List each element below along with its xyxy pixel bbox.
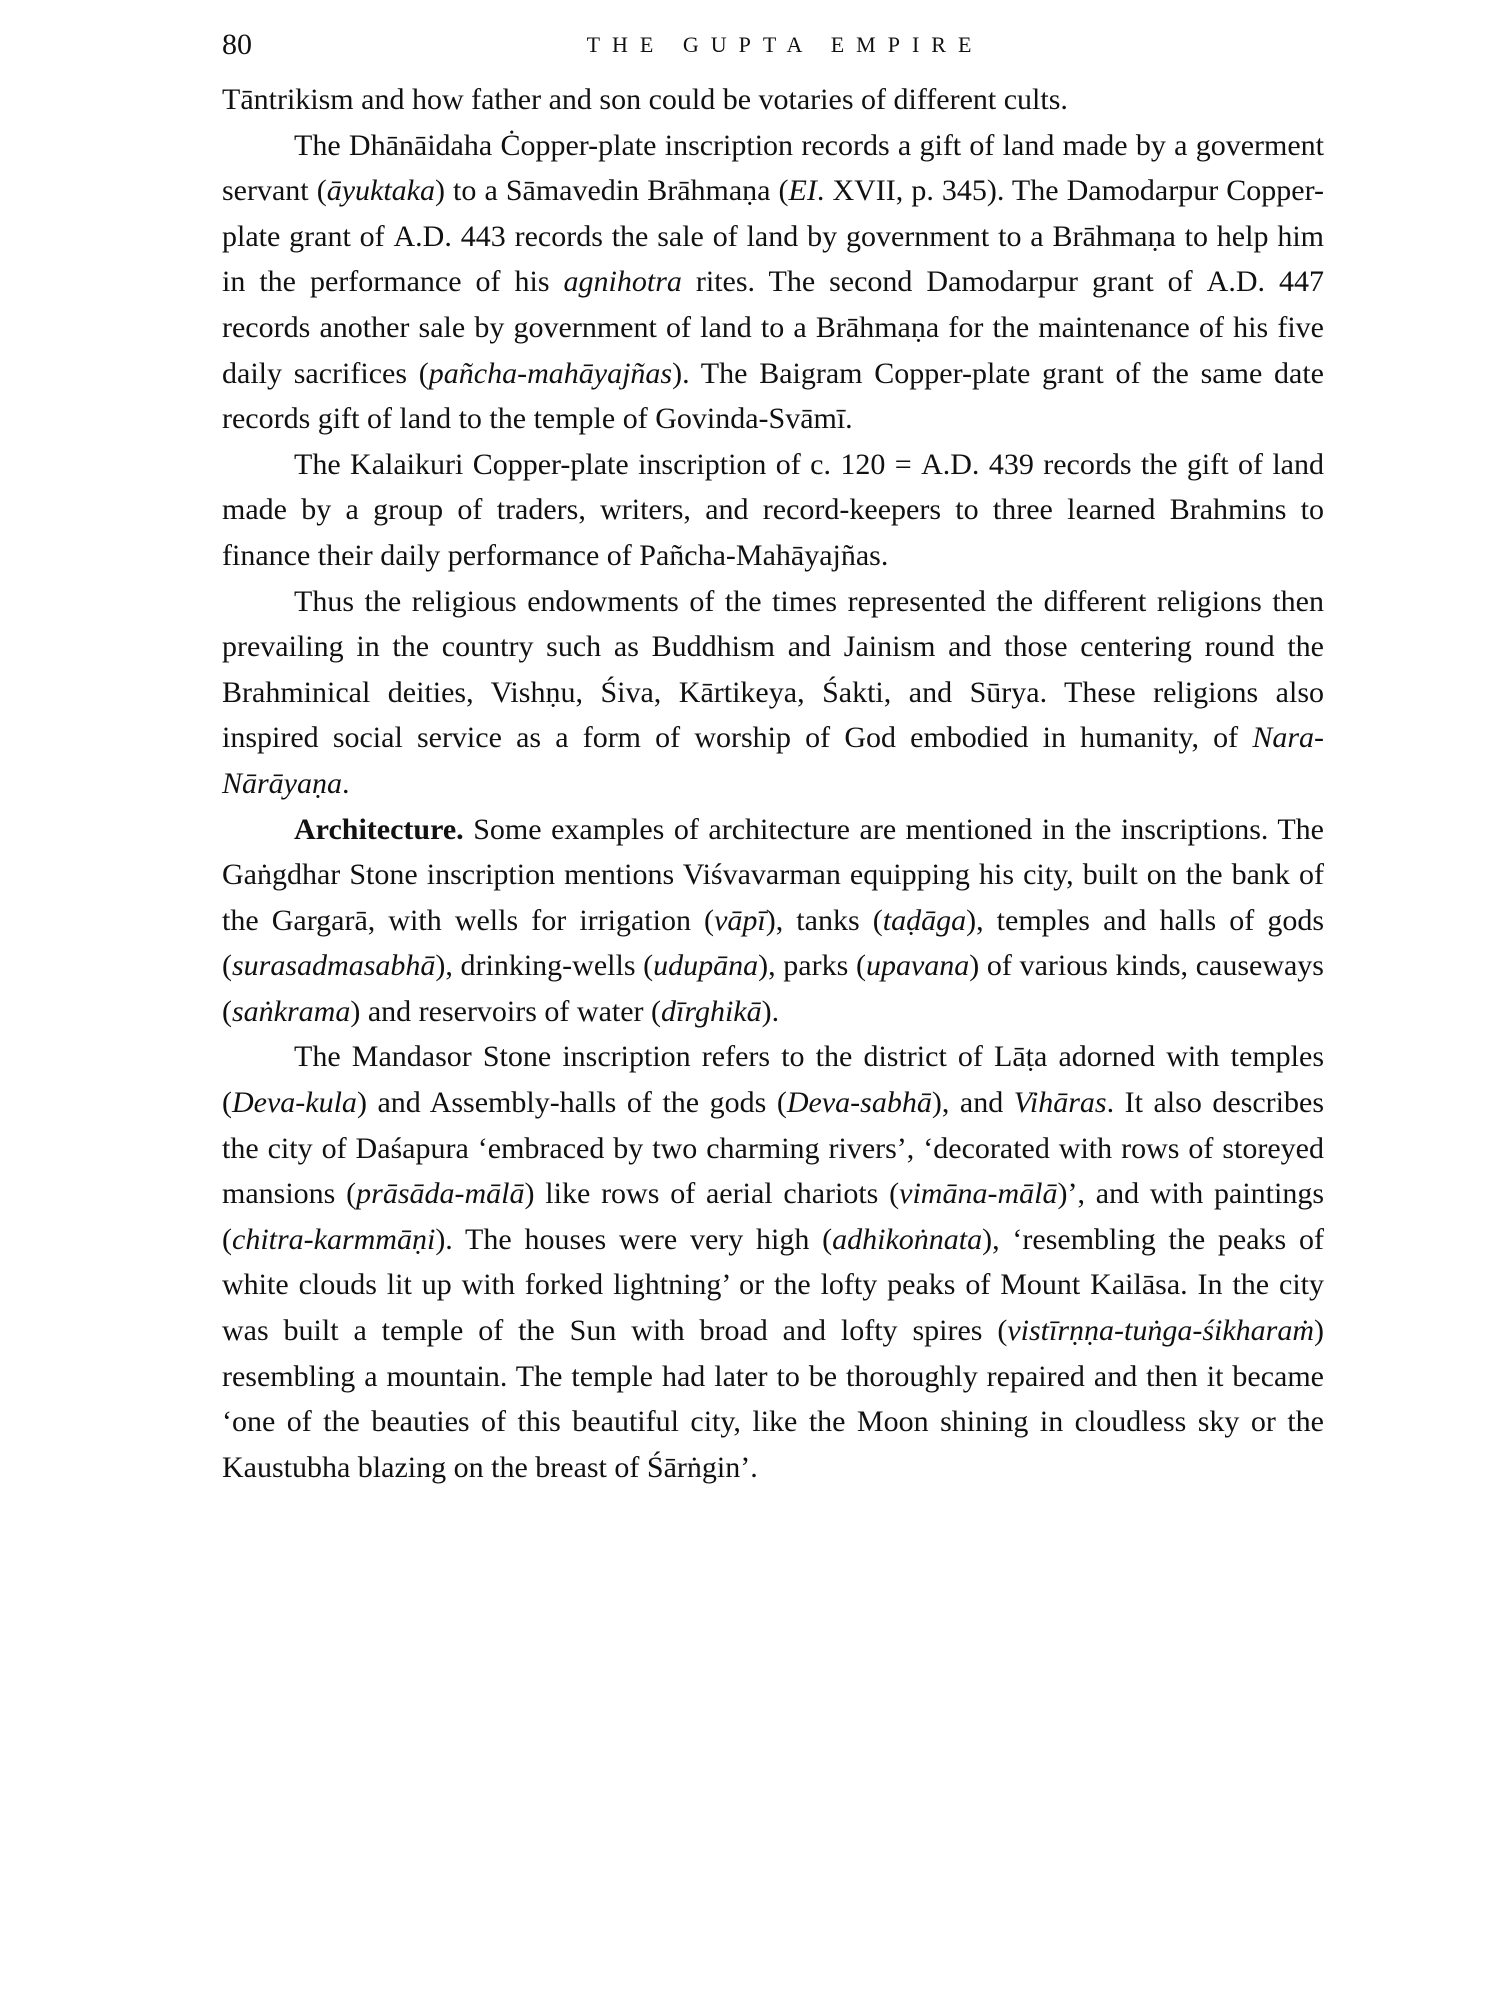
- running-head: [222, 28, 1324, 68]
- paragraph-mandasor: The Mandasor Stone inscription refers to the district of Lāṭa adorned with temples (Deva-kula) and Assembly-halls of the gods (Deva-sabhā), and Vihāras. It also describes the city of Daśapura ‘embraced by two charming rivers’, ‘decorated with rows of storeyed mansions (prāsāda-mālā) like rows of aerial chariots (vimāna-mālā)’, and with paintings (chitra-karmmāṇi). The houses were very high (adhikoṅnata), ‘resembling the peaks of white clouds lit up with forked lightning’ or the lofty peaks of Mount Kailāsa. In the city was built a temple of the Sun with broad and lofty spires (vistīrṇṇa-tuṅga-śikharaṁ) resembling a mountain. The temple had later to be thoroughly repaired and then it became ‘one of the beauties of this beautiful city, like the Moon shining in cloudless sky or the Kaustubha blazing on the breast of Śārṅgin’.: [222, 1040, 1324, 1484]
- paragraph-architecture: Architecture. Some examples of architecture are mentioned in the inscriptions. The Gaṅgdhar Stone inscription mentions Viśvavarman equipping his city, built on the bank of the Gargarā, with wells for irrigation (vāpī), tanks (taḍāga), temples and halls of gods (surasadmasabhā), drinking-wells (udupāna), parks (upavana) of various kinds, causeways (saṅkrama) and reservoirs of water (dīrghikā).: [222, 812, 1325, 1028]
- section-heading-architecture: Architecture.: [294, 812, 464, 846]
- paragraph-kalaikuri: The Kalaikuri Copper-plate inscription of c. 120 = A.D. 439 records the gift of land made by a group of traders, writers, and record-keepers to three learned Brahmins to finance their daily performance of Pañcha-Mahāyajñas.: [222, 447, 1324, 572]
- paragraph-continuation: Tāntrikism and how father and son could be votaries of different cults.: [222, 83, 1068, 116]
- page-number: 80: [222, 28, 252, 61]
- running-title: THE GUPTA EMPIRE: [586, 32, 984, 57]
- body-text: [222, 77, 1324, 1490]
- paragraph-religious-endowments: Thus the religious endowments of the times represented the different religions then prevailing in the country such as Buddhism and Jainism and those centering round the Brahminical deities, Vishṇu, Śiva, Kārtikeya, Śakti, and Sūrya. These religions also inspired social service as a form of worship of God embodied in humanity, of Nara-Nārāyaṇa.: [222, 584, 1324, 800]
- paragraph-dhanaidaha: The Dhānāidaha Ċopper-plate inscription records a gift of land made by a goverment servant (āyuktaka) to a Sāmavedin Brāhmaṇa (EI. XVII, p. 345). The Damodarpur Copper-plate grant of A.D. 443 records the sale of land by government to a Brāhmaṇa to help him in the performance of his agnihotra rites. The second Damodarpur grant of A.D. 447 records another sale by government of land to a Brāhmaṇa for the maintenance of his five daily sacrifices (pañcha-mahāyajñas). The Baigram Copper-plate grant of the same date records gift of land to the temple of Govinda-Svāmī.: [222, 128, 1325, 436]
